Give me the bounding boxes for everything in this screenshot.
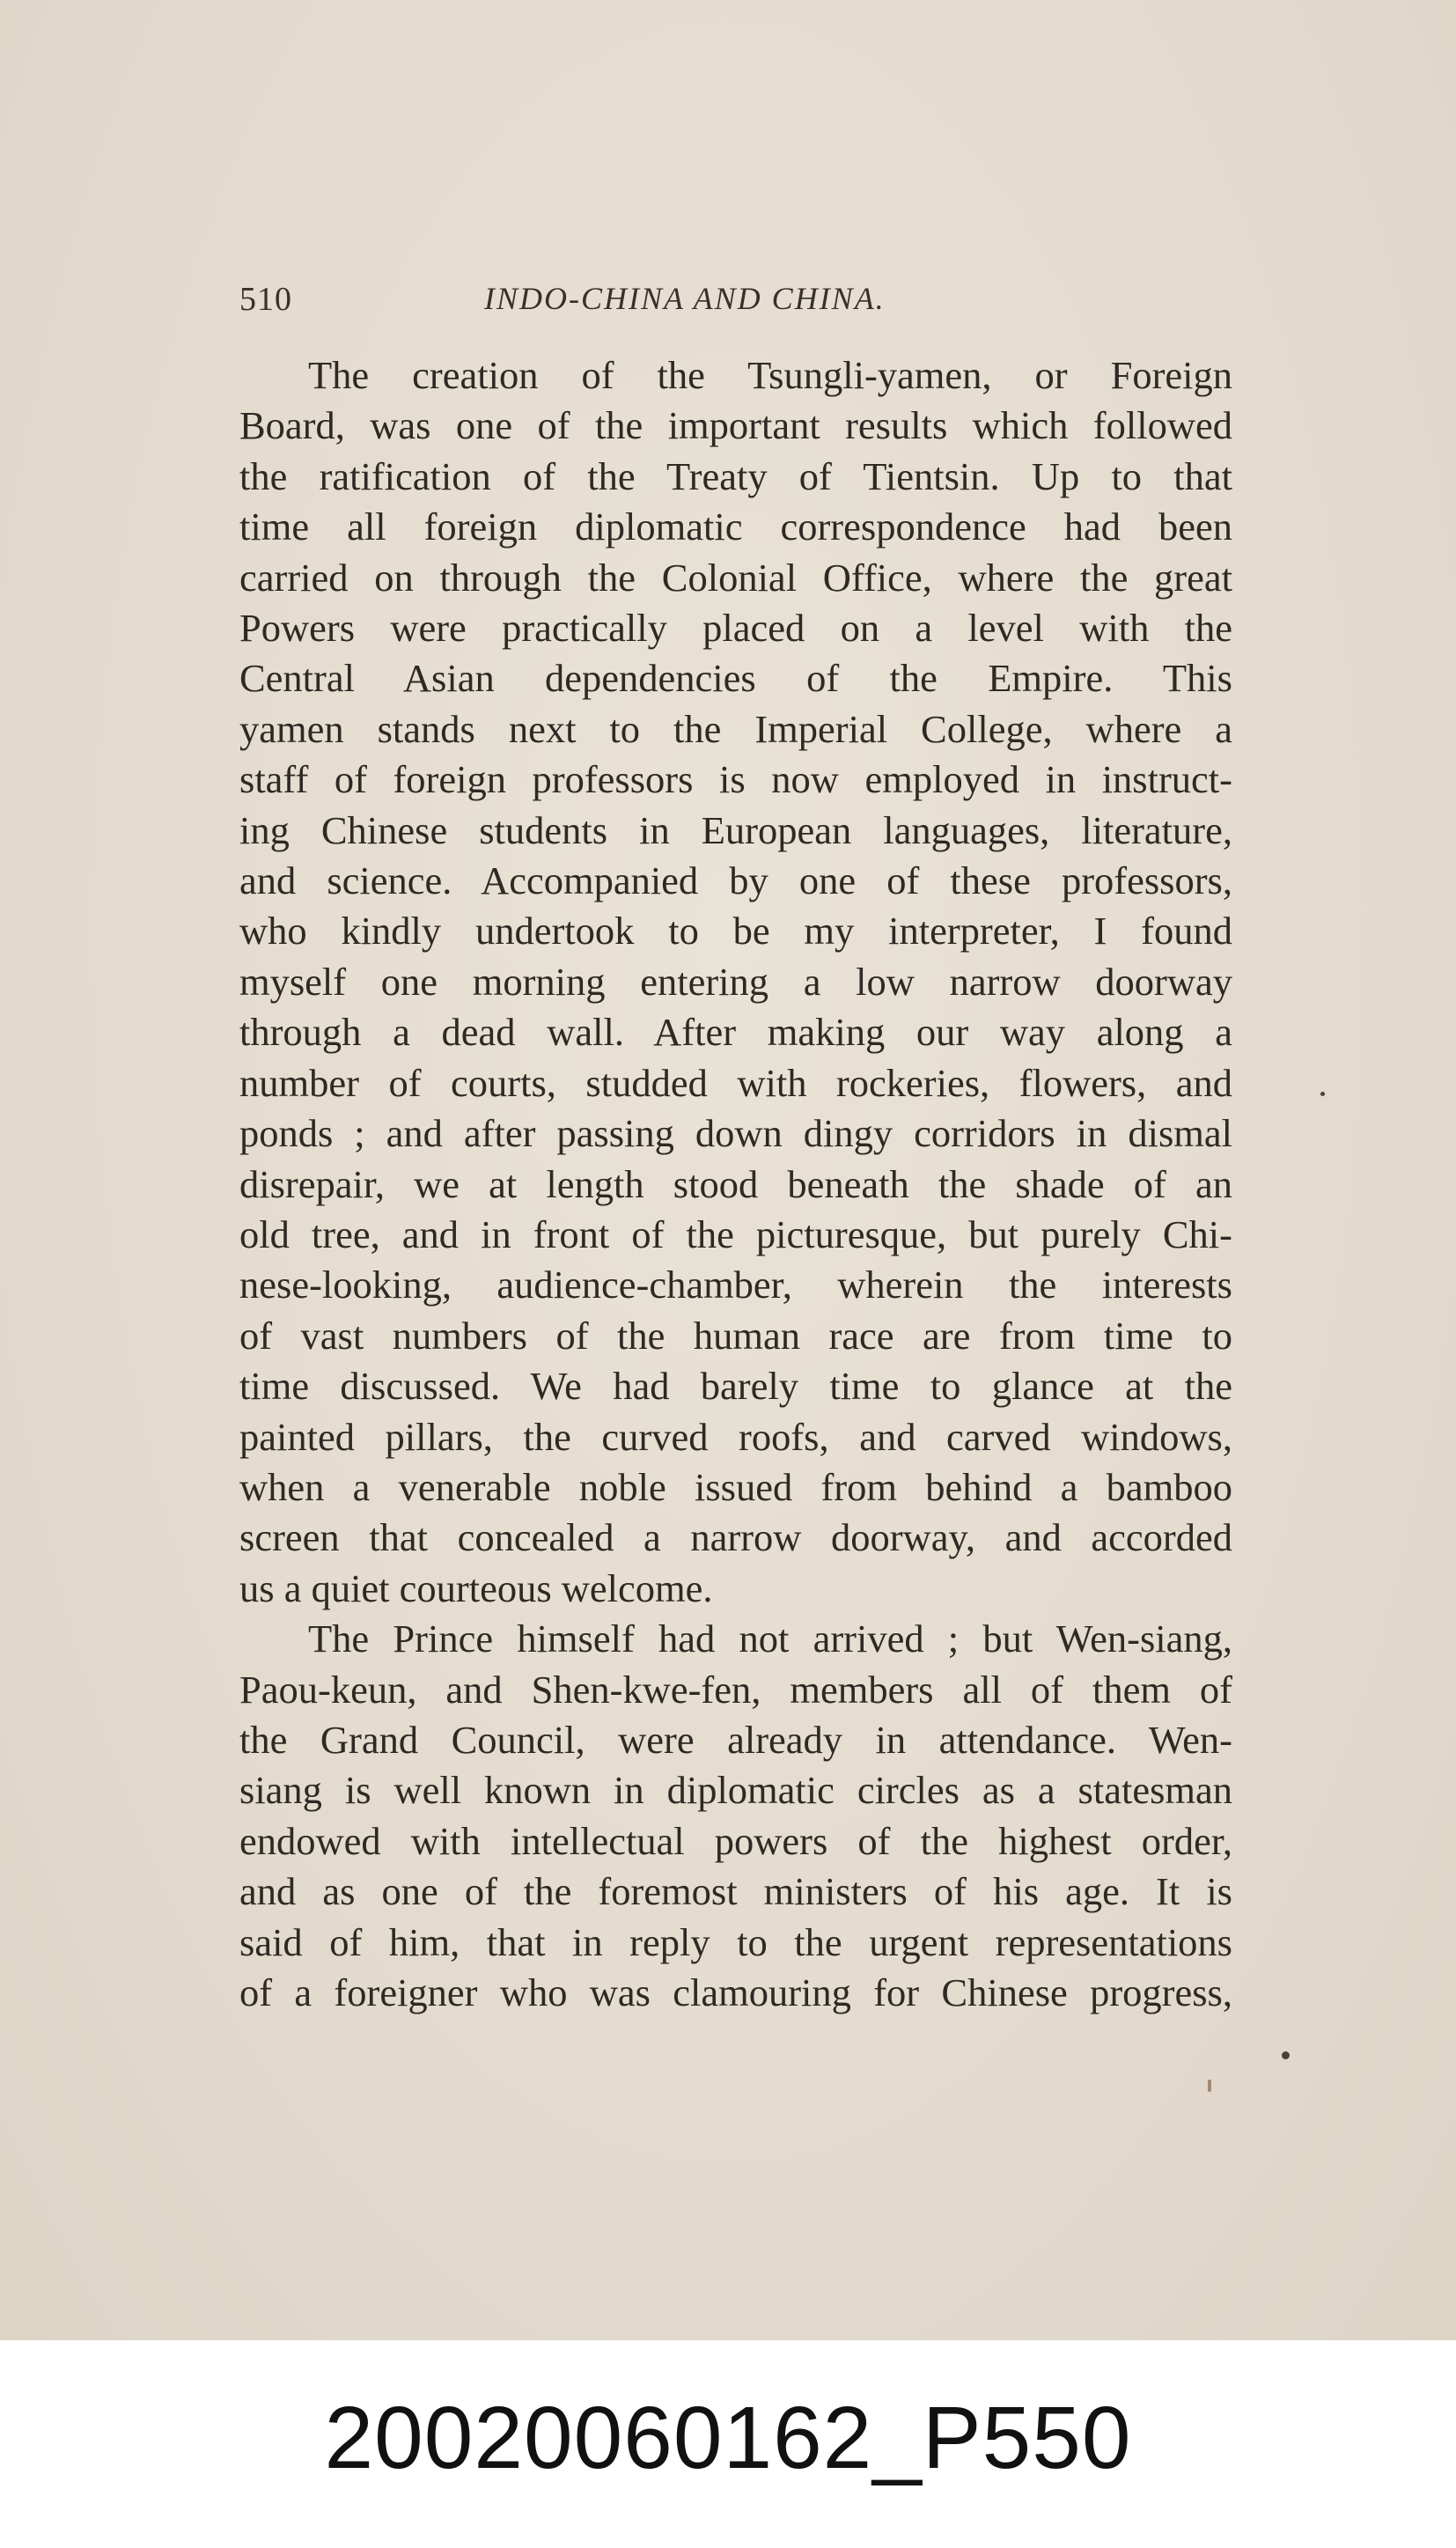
text-line: ing Chinese students in European languages, literature, [239,807,1232,852]
body-text [239,350,1232,2018]
text-line: time discussed. We had barely time to glance at the [239,1364,1232,1409]
ink-speck [1320,1092,1325,1096]
text-line: who kindly undertook to be my interpreter, I found [239,909,1232,954]
text-line: disrepair, we at length stood beneath the shade of an [239,1161,1232,1206]
text-line: The creation of the Tsungli-yamen, or Foreign [308,353,1232,397]
scan-id-label: 20020060162_P550 [324,2389,1132,2487]
text-line: of vast numbers of the human race are from time to [239,1313,1232,1358]
text-line: old tree, and in front of the picturesque, but purely Chi- [239,1211,1232,1256]
running-head [239,275,996,324]
text-line: nese-looking, audience-chamber, wherein the interests [239,1263,1232,1307]
paragraph-1 [239,350,1232,1614]
text-line: the ratification of the Treaty of Tientsin. Up to that [239,453,1232,498]
text-line: and science. Accompanied by one of these professors, [239,858,1232,903]
text-line: and as one of the foremost ministers of his age. It is [239,1869,1232,1914]
text-line: Paou-keun, and Shen-kwe-fen, members all of them of [239,1667,1232,1712]
text-line: ponds ; and after passing down dingy corridors in dismal [239,1111,1232,1156]
ink-speck [1208,2080,1211,2092]
page-number: 510 [239,281,292,318]
text-line: screen that concealed a narrow doorway, and accorded [239,1515,1232,1560]
text-line: us a quiet courteous welcome. [239,1565,713,1610]
text-line: myself one morning entering a low narrow doorway [239,959,1232,1004]
text-line: of a foreigner who was clamouring for Chinese progress, [239,1970,1232,2014]
text-line: said of him, that in reply to the urgent representations [239,1919,1232,1964]
text-line: when a venerable noble issued from behind a bamboo [239,1464,1232,1509]
text-line: time all foreign diplomatic correspondence had been [239,504,1232,549]
text-line: Powers were practically placed on a level with the [239,606,1232,651]
text-line: yamen stands next to the Imperial College, where a [239,706,1232,751]
text-line: the Grand Council, were already in attendance. Wen- [239,1717,1232,1762]
text-line: through a dead wall. After making our way along a [239,1010,1232,1055]
text-line: endowed with intellectual powers of the highest order, [239,1818,1232,1863]
paragraph-2 [239,1614,1232,2018]
text-line: Central Asian dependencies of the Empire. This [239,656,1232,701]
text-line: Board, was one of the important results which followed [239,403,1232,448]
text-line: painted pillars, the curved roofs, and carved windows, [239,1414,1232,1459]
text-line: carried on through the Colonial Office, where the great [239,555,1232,600]
ink-speck [1282,2051,1290,2059]
text-line: siang is well known in diplomatic circles as a statesman [239,1768,1232,1813]
text-line: The Prince himself had not arrived ; but Wen-siang, [308,1616,1232,1661]
text-line: staff of foreign professors is now employed in instruct- [239,757,1232,802]
text-line: number of courts, studded with rockeries, flowers, and [239,1060,1232,1105]
running-head-title: INDO-CHINA AND CHINA. [484,281,886,316]
